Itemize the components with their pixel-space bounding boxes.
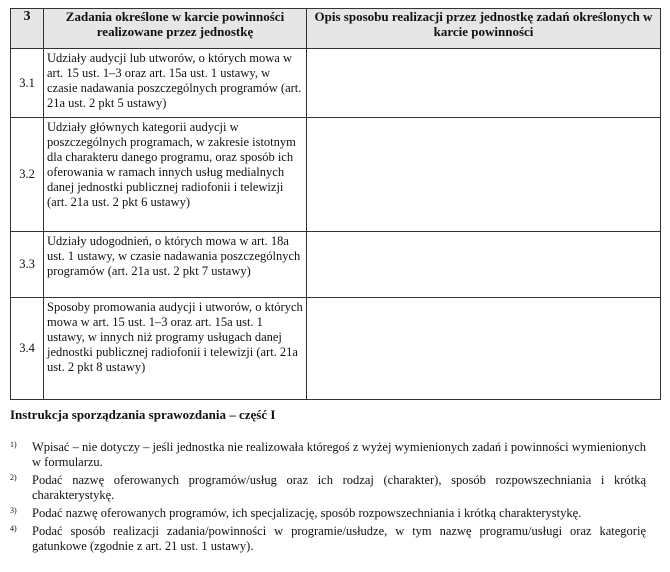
footnote-text: Wpisać – nie dotyczy – jeśli jednostka nie realizowała któregoś z wyżej wymienionych zadań i powinności wymienionych w formularzu. <box>32 440 646 469</box>
row-task: Udziały głównych kategorii audycji w poszczególnych programach, w zakresie istotnym dla charakteru danego programu, oraz sposób ich oferowania w ramach innych usług medialnych danej jednostki publicznej radiofonii i telewizji (art. 21a ust. 2 pkt 6 ustawy) <box>44 118 307 232</box>
row-task: Udziały audycji lub utworów, o których mowa w art. 15 ust. 1–3 oraz art. 15a ust. 1 ustawy, w czasie nadawania poszczególnych programów (art. 21a ust. 2 pkt 5 ustawy) <box>44 49 307 118</box>
footnote-marker: 3) <box>10 506 17 515</box>
table-row <box>11 232 661 298</box>
table-row <box>11 49 661 118</box>
row-description-cell[interactable] <box>307 118 661 232</box>
row-description-cell[interactable] <box>307 298 661 400</box>
footnote-marker: 1) <box>10 440 17 449</box>
footnote <box>10 506 646 521</box>
footnote <box>10 440 646 470</box>
row-task: Udziały udogodnień, o których mowa w art. 18a ust. 1 ustawy, w czasie nadawania poszczególnych programów (art. 21a ust. 2 pkt 7 ustawy) <box>44 232 307 298</box>
row-description-cell[interactable] <box>307 49 661 118</box>
header-section-number: 3 <box>11 9 44 49</box>
row-number: 3.1 <box>11 49 44 118</box>
row-number: 3.3 <box>11 232 44 298</box>
footnote-marker: 4) <box>10 524 17 533</box>
table-header-row <box>11 9 661 49</box>
header-tasks: Zadania określone w karcie powinności realizowane przez jednostkę <box>44 9 307 49</box>
table-row <box>11 118 661 232</box>
footnote-text: Podać nazwę oferowanych programów, ich specjalizację, sposób rozpowszechniania i krótką charakterystykę. <box>32 506 582 520</box>
row-number: 3.2 <box>11 118 44 232</box>
header-description: Opis sposobu realizacji przez jednostkę zadań określonych w karcie powinności <box>307 9 661 49</box>
footnote-text: Podać nazwę oferowanych programów/usług oraz ich rodzaj (charakter), sposób rozpowszechniania i krótką charakterystykę. <box>32 473 646 502</box>
row-task: Sposoby promowania audycji i utworów, o których mowa w art. 15 ust. 1–3 oraz art. 15a ust. 1 ustawy, w innych niż programy usługach danej jednostki publicznej radiofonii i telewizji (art. 21a ust. 2 pkt 8 ustawy) <box>44 298 307 400</box>
footnote <box>10 473 646 503</box>
footnote-marker: 2) <box>10 473 17 482</box>
instructions-notes <box>10 440 646 557</box>
table-row <box>11 298 661 400</box>
footnote-text: Podać sposób realizacji zadania/powinności w programie/usłudze, w tym nazwę programu/usługi oraz kategorię gatunkowe (zgodnie z art. 21 ust. 1 ustawy). <box>32 524 646 553</box>
duties-table <box>10 8 661 400</box>
row-number: 3.4 <box>11 298 44 400</box>
instructions-title: Instrukcja sporządzania sprawozdania – część I <box>10 407 276 422</box>
row-description-cell[interactable] <box>307 232 661 298</box>
footnote <box>10 524 646 554</box>
